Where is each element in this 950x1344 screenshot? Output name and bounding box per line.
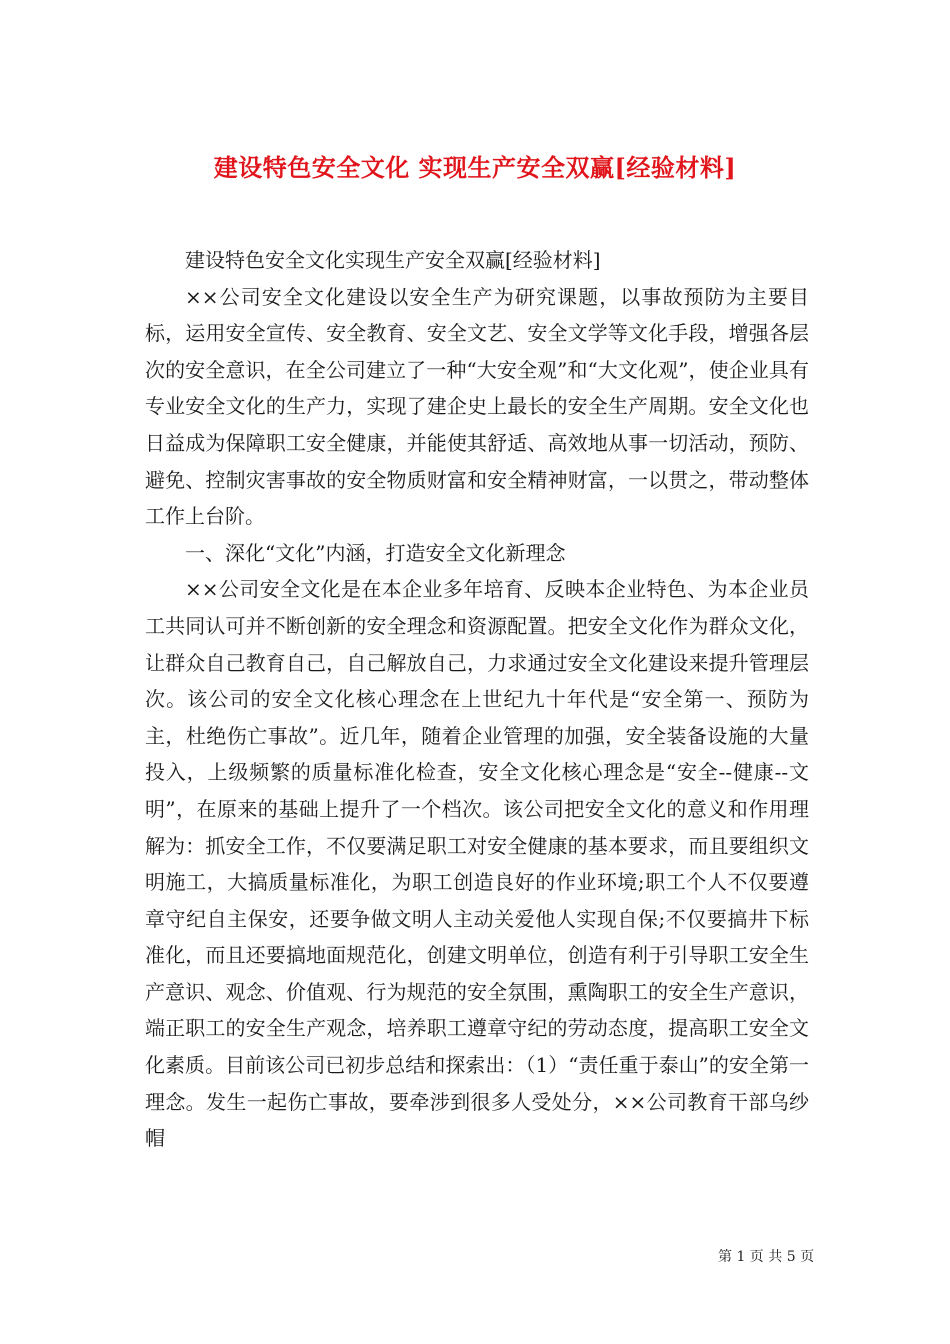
paragraph-subtitle: 建设特色安全文化实现生产安全双赢[经验材料] xyxy=(185,248,601,272)
page-number: 第 1 页 共 5 页 xyxy=(718,1249,815,1265)
page-title: 建设特色安全文化 实现生产安全双赢[经验材料] xyxy=(213,153,737,183)
paragraph-section-1: ××公司安全文化是在本企业多年培育、反映本企业特色、为本企业员工共同认可并不断创新的安全理念和资源配置。把安全文化作为群众文化，让群众自己教育自己，自己解放自己，力求通过安全文化建设来提升管理层次。该公司的安全文化核心理念在上世纪九十年代是“安全第一、预防为主，杜绝伤亡事故”。近几年，随着企业管理的加强，安全装备设施的大量投入，上级频繁的质量标准化检查，安全文化核心理念是“安全--健康--文明”，在原来的基础上提升了一个档次。该公司把安全文化的意义和作用理解为：抓安全工作，不仅要满足职工对安全健康的基本要求，而且要组织文明施工，大搞质量标准化，为职工创造良好的作业环境;职工个人不仅要遵章守纪自主保安，还要争做文明人主动关爱他人实现自保;不仅要搞井下标准化，而且还要搞地面规范化，创建文明单位，创造有利于引导职工安全生产意识、观念、价值观、行为规范的安全氛围，熏陶职工的安全生产意识，端正职工的安全生产观念，培养职工遵章守纪的劳动态度，提高职工安全文化素质。目前该公司已初步总结和探索出：（1）“责任重于泰山”的安全第一理念。发生一起伤亡事故，要牵涉到很多人受处分，××公司教育干部乌纱帽 xyxy=(145,577,809,1151)
document-body xyxy=(145,242,809,1157)
section-heading: 一、深化“文化”内涵，打造安全文化新理念 xyxy=(185,540,566,565)
paragraph-intro: ××公司安全文化建设以安全生产为研究课题，以事故预防为主要目标，运用安全宣传、安全教育、安全文艺、安全文学等文化手段，增强各层次的安全意识，在全公司建立了一种“大安全观”和“大文化观”，使企业具有专业安全文化的生产力，实现了建企史上最长的安全生产周期。安全文化也日益成为保障职工安全健康，并能使其舒适、高效地从事一切活动，预防、避免、控制灾害事故的安全物质财富和安全精神财富，一以贯之，带动整体工作上台阶。 xyxy=(145,284,809,529)
